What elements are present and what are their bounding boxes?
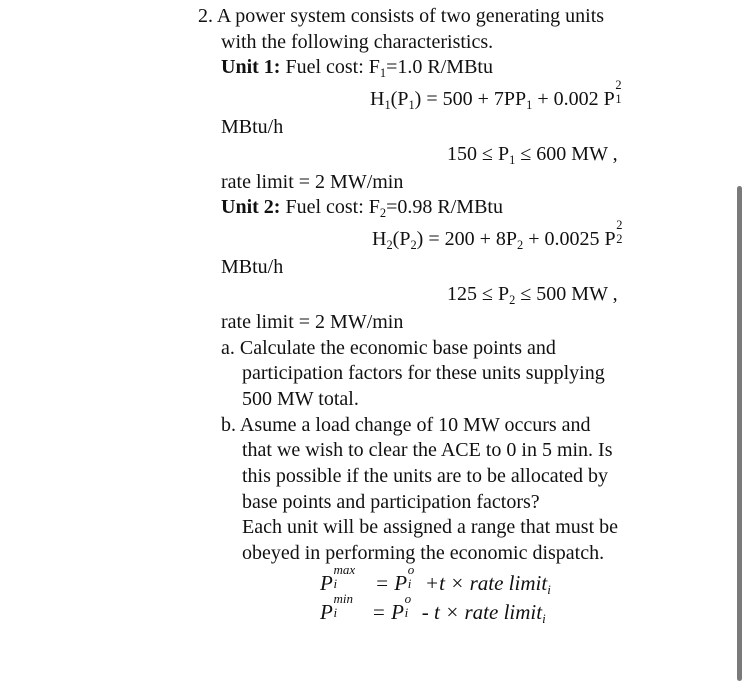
part-a-line: 500 MW total. <box>242 388 359 410</box>
part-b-line: that we wish to clear the ACE to 0 in 5 min. Is <box>242 439 613 461</box>
unit1-rate-limit: rate limit = 2 MW/min <box>221 171 404 193</box>
part-a-line: participation factors for these units supplying <box>242 362 605 384</box>
unit2-rate-limit: rate limit = 2 MW/min <box>221 311 404 333</box>
problem-intro: 2. A power system consists of two generating units <box>198 5 605 27</box>
unit1-heat-rate-equation: $H_1(P_1) = 500 + 7PP_1 + 0.002$ P 2 1 <box>370 78 622 112</box>
part-b-line: Each unit will be assigned a range that must be <box>242 516 619 538</box>
unit1-units: MBtu/h <box>221 116 284 138</box>
part-b-line: obeyed in performing the economic dispatch. <box>242 542 605 564</box>
unit2-heat-rate-equation: $H_2(P_2) = 200 + 8P_2 + 0.0025$ P 2 2 <box>372 218 623 252</box>
unit1-limits: $150 \le P_1 \le 600$ MW , <box>447 143 618 167</box>
unit2-fuel-cost: Unit 2: Fuel cost: $F_2=0.98$ R/MBtu <box>221 196 503 220</box>
part-b-line: this possible if the units are to be allocated by <box>242 465 609 487</box>
part-a-line: a. Calculate the economic base points and <box>221 337 556 359</box>
unit1-fuel-cost: Unit 1: Fuel cost: $F_1=1.0$ R/MBtu <box>221 56 493 80</box>
formula-p-max: P max i = P o i +t × rate limit$_i$ <box>320 562 551 598</box>
problem-intro-cont: with the following characteristics. <box>221 31 494 53</box>
part-b-line: b. Asume a load change of 10 MW occurs and <box>221 414 591 436</box>
unit2-label: Unit 2: <box>221 196 281 218</box>
unit2-limits: $125 \le P_2 \le 500$ MW , <box>447 283 618 307</box>
unit1-label: Unit 1: <box>221 56 281 78</box>
formula-p-min: P min i = P o i - t × rate limit$_i$ <box>320 591 546 627</box>
unit2-units: MBtu/h <box>221 256 284 278</box>
part-b-line: base points and participation factors? <box>242 491 540 513</box>
vertical-scrollbar[interactable] <box>737 186 742 681</box>
